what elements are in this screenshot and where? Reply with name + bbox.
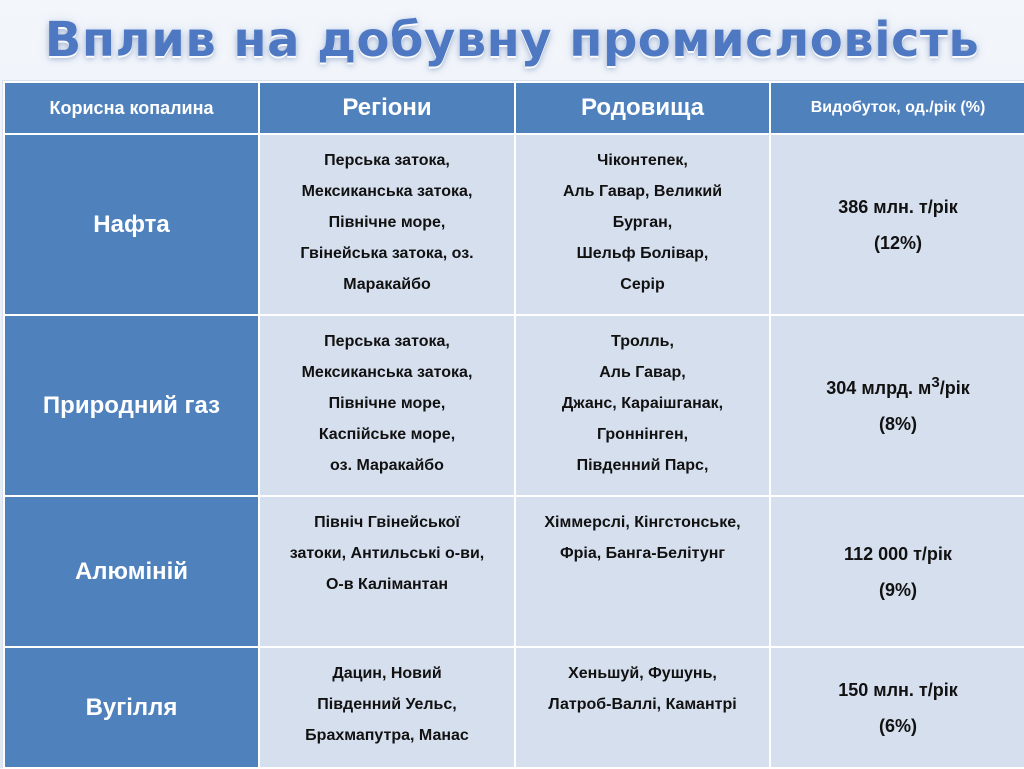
production-coal-percent: (6%) xyxy=(878,715,917,736)
regions-coal xyxy=(259,647,515,768)
deposits-coal xyxy=(515,647,770,768)
regions-coal-line-3: Брахмапутра, Манас xyxy=(305,727,469,744)
regions-aluminum-line-2: затоки, Антильські о-ви, xyxy=(289,545,485,562)
regions-gas-line-5: оз. Маракайбо xyxy=(330,457,444,474)
deposits-gas-line-1: Тролль, xyxy=(611,333,674,350)
production-oil-value: 386 млн. т/рік xyxy=(838,196,958,217)
regions-aluminum xyxy=(259,496,515,647)
deposits-gas-line-5: Південний Парс, xyxy=(576,457,709,474)
deposits-oil-line-2: Аль Гавар, Великий xyxy=(562,183,723,200)
production-coal xyxy=(770,647,1024,768)
deposits-oil xyxy=(515,134,770,315)
production-oil xyxy=(770,134,1024,315)
production-aluminum xyxy=(770,496,1024,647)
deposits-aluminum-line-2: Фріа, Банга-Белітунг xyxy=(559,545,726,562)
regions-gas xyxy=(259,315,515,496)
regions-oil xyxy=(259,134,515,315)
regions-gas-line-1: Перська затока, xyxy=(324,333,450,350)
regions-oil-line-3: Північне море, xyxy=(328,214,446,231)
header-regions: Регіони xyxy=(259,82,515,134)
resource-table-grid xyxy=(3,81,1024,769)
deposits-gas-line-4: Гроннінген, xyxy=(596,426,689,443)
regions-aluminum-line-1: Північ Гвінейської xyxy=(314,514,460,531)
deposits-gas-line-2: Аль Гавар, xyxy=(599,364,686,381)
regions-gas-line-3: Північне море, xyxy=(328,395,446,412)
table-row-oil xyxy=(4,134,1024,315)
table-row-gas xyxy=(4,315,1024,496)
deposits-coal-line-1: Хеньшуй, Фушунь, xyxy=(568,665,717,682)
regions-oil-line-4: Гвінейська затока, оз. xyxy=(300,245,474,262)
table-row-aluminum xyxy=(4,496,1024,647)
regions-coal-line-1: Дацин, Новий xyxy=(332,665,442,682)
deposits-oil-line-4: Шельф Болівар, xyxy=(576,245,709,262)
production-oil-percent: (12%) xyxy=(873,232,922,253)
resource-table xyxy=(2,80,1024,768)
production-gas-prefix: 304 млрд. м xyxy=(826,377,932,398)
deposits-gas-line-3: Джанс, Караішганак, xyxy=(561,395,724,412)
deposits-aluminum-line-1: Хіммерслі, Кінгстонське, xyxy=(544,514,741,531)
deposits-coal-line-2: Латроб-Валлі, Камантрі xyxy=(548,696,737,713)
regions-gas-line-2: Мексиканська затока, xyxy=(301,364,473,381)
header-production: Видобуток, од./рік (%) xyxy=(770,82,1024,134)
regions-aluminum-line-3: О-в Калімантан xyxy=(325,576,449,593)
production-gas-suffix: /рік xyxy=(939,377,970,398)
deposits-oil-line-5: Серір xyxy=(620,276,665,293)
production-aluminum-value: 112 000 т/рік xyxy=(844,543,952,564)
regions-oil-line-1: Перська затока, xyxy=(324,152,450,169)
header-mineral: Корисна копалина xyxy=(4,82,259,134)
mineral-gas: Природний газ xyxy=(4,315,259,496)
regions-oil-line-2: Мексиканська затока, xyxy=(301,183,473,200)
table-row-coal xyxy=(4,647,1024,768)
header-row xyxy=(4,82,1024,134)
production-coal-value: 150 млн. т/рік xyxy=(838,679,958,700)
regions-gas-line-4: Каспійське море, xyxy=(318,426,456,443)
production-gas-exponent: 3 xyxy=(931,373,940,391)
mineral-oil: Нафта xyxy=(4,134,259,315)
deposits-gas xyxy=(515,315,770,496)
production-gas xyxy=(770,315,1024,496)
regions-oil-line-5: Маракайбо xyxy=(343,276,431,293)
mineral-coal: Вугілля xyxy=(4,647,259,768)
deposits-aluminum xyxy=(515,496,770,647)
regions-coal-line-2: Південний Уельс, xyxy=(317,696,457,713)
production-gas-value xyxy=(771,370,1024,406)
deposits-oil-line-1: Чіконтепек, xyxy=(597,152,688,169)
production-gas-percent: (8%) xyxy=(878,413,917,434)
production-aluminum-percent: (9%) xyxy=(878,579,917,600)
header-deposits: Родовища xyxy=(515,82,770,134)
mineral-aluminum: Алюміній xyxy=(4,496,259,647)
slide-title: Вплив на добувну промисловість xyxy=(44,12,980,68)
deposits-oil-line-3: Бурган, xyxy=(612,214,673,231)
